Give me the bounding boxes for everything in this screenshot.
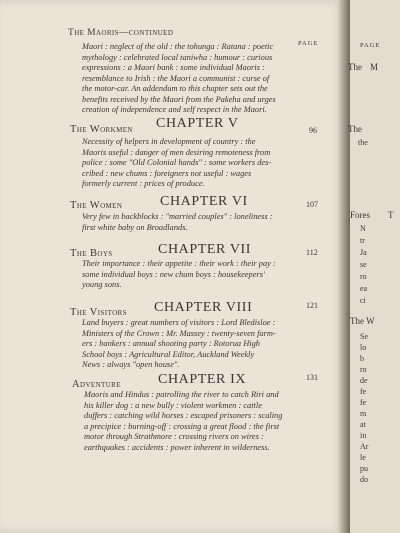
intro-description — [82, 42, 276, 116]
next-page-fragment: pu — [360, 464, 368, 473]
next-page-fragment: b — [360, 354, 364, 363]
description-line: Very few in backblocks : "married couples" : loneliness : — [82, 212, 273, 221]
next-page-fragment: Se — [360, 332, 368, 341]
description-line: his killer dog : a new bully : violent workmen : cattle — [84, 400, 262, 410]
intro-line: resemblance to Irish : the Maori a communist : curse of — [82, 73, 270, 83]
intro-line: Maori : neglect of the old : the tohunga : Ratana : poetic — [82, 42, 274, 51]
next-page-fragment: M — [370, 62, 379, 72]
page-number: 112 — [306, 248, 318, 257]
description-line: motor through Strathmore : crossing rivers on wires : — [84, 432, 264, 441]
page-number: 131 — [306, 373, 318, 382]
next-page-fragment: tr — [360, 236, 365, 245]
description-line: first white baby on Broadlands. — [82, 222, 188, 232]
next-page-fragment: T — [388, 210, 394, 220]
next-page-fragment: Ar — [360, 442, 369, 451]
next-page-fragment: le — [360, 453, 366, 462]
description-line: formerly current : prices of produce. — [82, 179, 205, 188]
section-title: Adventure — [72, 379, 121, 390]
chapter-heading: CHAPTER IX — [158, 372, 247, 387]
page-number: 121 — [306, 301, 318, 310]
next-page-fragment: lo — [360, 343, 367, 352]
next-page-fragment: PAGE — [360, 42, 381, 49]
next-page-fragment: the — [358, 138, 368, 147]
description-line: Ministers of the Crown : Mr. Massey : twenty-seven farm- — [82, 328, 276, 338]
chapter-description — [82, 259, 276, 291]
next-page-fragment: Fores — [350, 210, 370, 220]
description-line: Necessity of helpers in development of country : the — [82, 137, 256, 146]
description-line: duffers : catching wild horses : escaped prisoners : scaling — [84, 411, 283, 420]
next-page-fragment: The W — [350, 316, 375, 326]
page-number: 96 — [309, 126, 317, 135]
description-line: cribed : new chums : foreigners not useful : wages — [82, 168, 252, 178]
description-line: earthquakes : accidents : power inherent in wilderness. — [84, 442, 270, 452]
chapter-heading: CHAPTER VII — [158, 242, 252, 257]
description-line: Maoris and Hindus : patrolling the river to catch Riri and — [84, 390, 279, 399]
intro-line: the motor-car. An addendum to this chapter sets out the — [82, 84, 268, 93]
next-page-fragment: Ja — [360, 248, 367, 257]
page-number: 107 — [306, 200, 318, 209]
next-page-fragment: se — [360, 260, 367, 269]
description-line: School boys : Agricultural Editor, Auckland Weekly — [82, 349, 255, 359]
chapter-description — [82, 318, 276, 371]
section-title: The Boys — [70, 248, 113, 259]
page-column-label: PAGE — [298, 40, 319, 47]
chapter-heading: CHAPTER VIII — [154, 300, 253, 315]
description-line: Maoris useful : danger of men desiring remoteness from — [82, 147, 271, 157]
next-page-fragment: m — [360, 409, 367, 418]
intro-line: expressions : a Maori bank : some individual Maoris : — [82, 63, 265, 72]
next-page-fragment: de — [360, 376, 368, 385]
description-line: Land buyers : great numbers of visitors : Lord Bledisloe : — [82, 318, 276, 327]
chapter-heading: CHAPTER VI — [160, 194, 248, 209]
description-line: ers : bankers : annual shooting party : Rotorua High — [82, 339, 260, 348]
next-page-fragment: ci — [360, 296, 366, 305]
description-line: some individual boys : new chum boys : housekeepers' — [82, 269, 265, 279]
description-line: Their importance : their appetite : their work : their pay : — [82, 259, 276, 268]
next-page-fragment: fe — [360, 387, 367, 396]
intro-line: benefits received by the Maori from the Pakeha and urges — [82, 94, 276, 104]
next-page-fragment: N — [360, 224, 366, 233]
next-page-fragment: ea — [360, 284, 368, 293]
chapter-description — [84, 390, 282, 453]
next-page-fragment: ro — [360, 365, 367, 374]
description-line: a precipice : burning-off : crossing a great flood : the first — [84, 421, 280, 431]
intro-line: creation of independence and self respect in the Maori. — [82, 105, 267, 114]
next-page-fragment: do — [360, 475, 368, 484]
section-title: The Workmen — [70, 124, 133, 135]
intro-line: mythology : celebrated local taniwha : humour : curious — [82, 52, 273, 62]
next-page-fragment: The — [348, 62, 362, 72]
chapter-description — [82, 212, 273, 233]
description-line: News : always "open house". — [82, 360, 180, 369]
section-title: The Visitors — [70, 307, 127, 318]
next-page-fragment: in — [360, 431, 367, 440]
section-title: The Women — [70, 200, 123, 211]
chapter-heading: CHAPTER V — [156, 116, 239, 131]
description-line: police : some "Old Colonial hands" : some workers des- — [82, 158, 272, 167]
next-page-fragment: fe — [360, 398, 367, 407]
next-page-fragment: at — [360, 420, 366, 429]
description-line: young sons. — [82, 280, 122, 289]
continued-heading: The Maoris—continued — [68, 28, 174, 38]
chapter-description — [82, 137, 271, 190]
next-page-fragment: The — [348, 124, 362, 134]
book-page-right-partial — [350, 0, 400, 533]
next-page-fragment: ro — [360, 272, 367, 281]
